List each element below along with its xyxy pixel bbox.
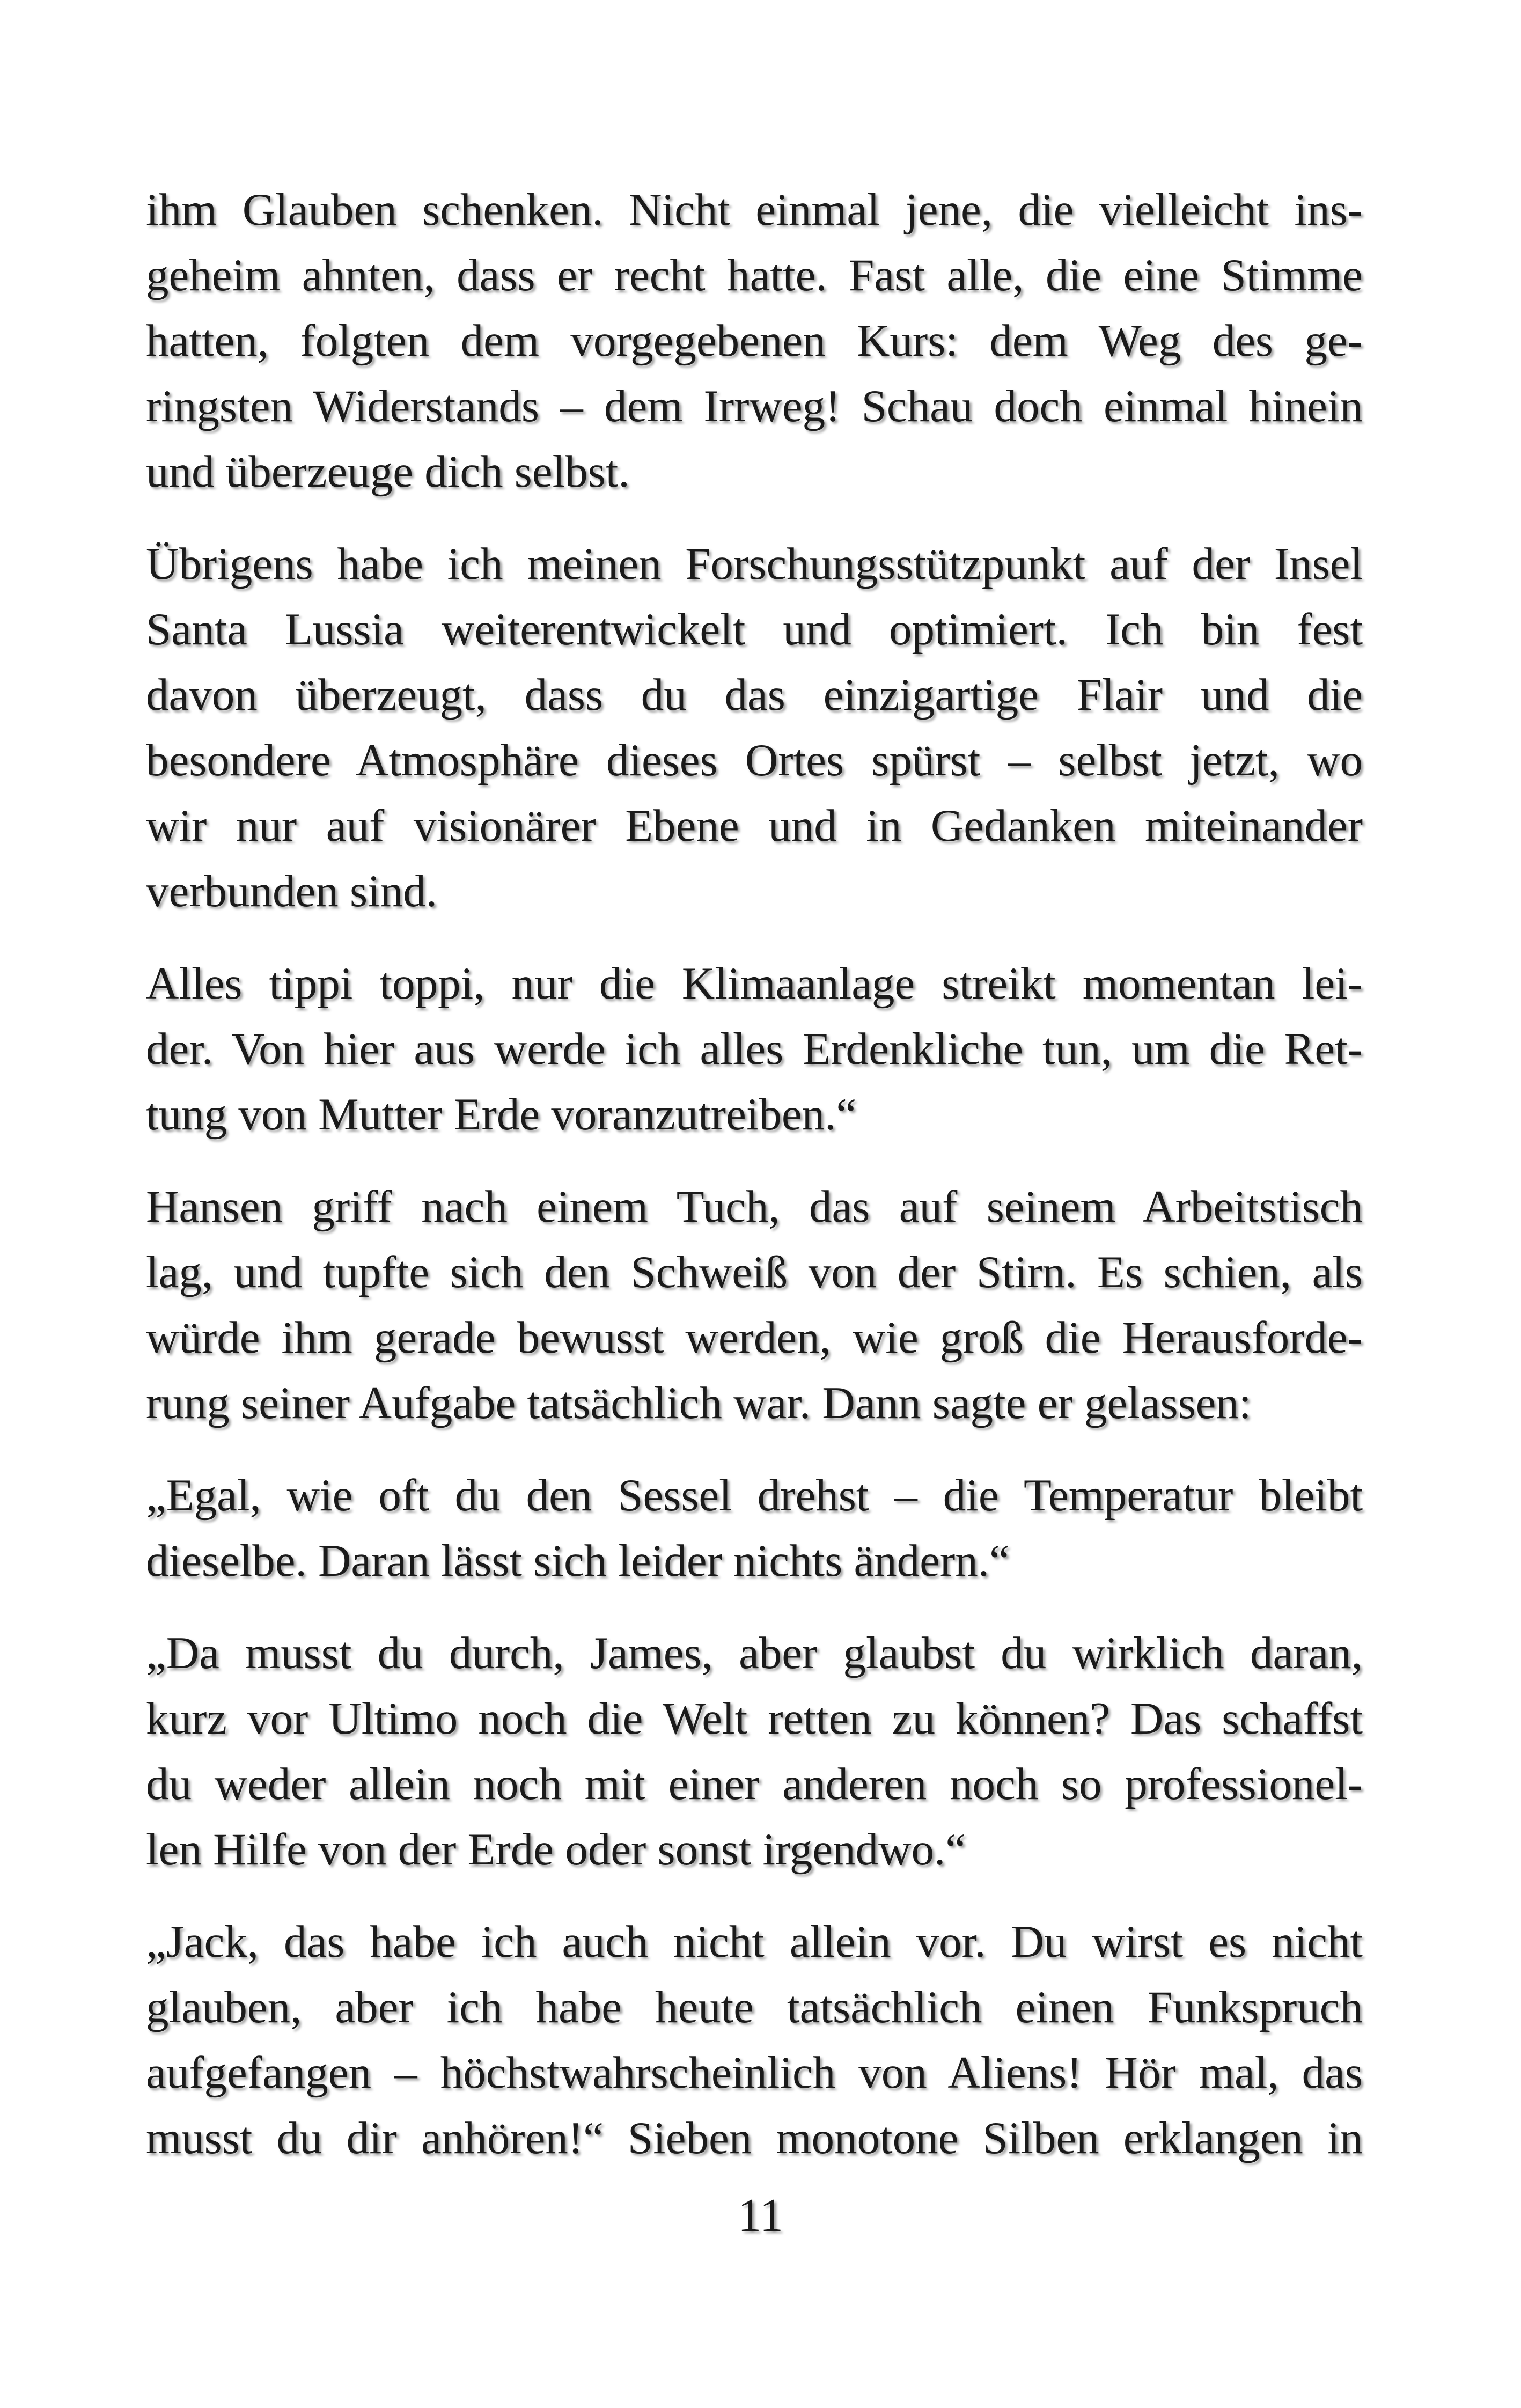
paragraph (146, 1174, 1363, 1436)
text-line: wir nur auf visionärer Ebene und in Gedanken miteinander (146, 801, 1363, 851)
text-line: ihm Glauben schenken. Nicht einmal jene, die vielleicht ins- (146, 185, 1363, 235)
paragraph (146, 1463, 1363, 1594)
body-text (146, 177, 1363, 2198)
text-line: du weder allein noch mit einer anderen noch so professionel- (146, 1759, 1363, 1809)
text-line: len Hilfe von der Erde oder sonst irgendwo.“ (146, 1824, 966, 1875)
paragraph (146, 951, 1363, 1147)
text-line: Santa Lussia weiterentwickelt und optimiert. Ich bin fest (146, 604, 1363, 655)
text-line: würde ihm gerade bewusst werden, wie groß die Herausforde- (146, 1312, 1363, 1363)
text-line: Übrigens habe ich meinen Forschungsstützpunkt auf der Insel (146, 539, 1363, 589)
text-line: tung von Mutter Erde voranzutreiben.“ (146, 1089, 857, 1140)
text-line: besondere Atmosphäre dieses Ortes spürst – selbst jetzt, wo (146, 735, 1363, 785)
text-line: hatten, folgten dem vorgegebenen Kurs: dem Weg des ge- (146, 315, 1363, 366)
text-line: lag, und tupfte sich den Schweiß von der Stirn. Es schien, als (146, 1247, 1363, 1297)
text-line: dieselbe. Daran lässt sich leider nichts ändern.“ (146, 1536, 1010, 1586)
paragraph (146, 177, 1363, 504)
text-line: verbunden sind. (146, 866, 437, 916)
paragraph (146, 1620, 1363, 1882)
text-line: davon überzeugt, dass du das einzigartige Flair und die (146, 670, 1363, 720)
text-line: musst du dir anhören!“ Sieben monotone Silben erklangen in (146, 2113, 1363, 2163)
text-line: „Jack, das habe ich auch nicht allein vor. Du wirst es nicht (146, 1917, 1363, 1967)
paragraph (146, 531, 1363, 924)
text-line: der. Von hier aus werde ich alles Erdenkliche tun, um die Ret- (146, 1024, 1363, 1074)
text-line: Alles tippi toppi, nur die Klimaanlage streikt momentan lei- (146, 958, 1363, 1009)
paragraph (146, 1909, 1363, 2171)
text-line: Hansen griff nach einem Tuch, das auf seinem Arbeitstisch (146, 1181, 1363, 1232)
text-line: und überzeuge dich selbst. (146, 446, 630, 497)
text-line: aufgefangen – höchstwahrscheinlich von Aliens! Hör mal, das (146, 2047, 1363, 2098)
text-line: kurz vor Ultimo noch die Welt retten zu können? Das schaffst (146, 1693, 1363, 1744)
text-line: ringsten Widerstands – dem Irrweg! Schau doch einmal hinein (146, 381, 1363, 431)
text-line: rung seiner Aufgabe tatsächlich war. Dann sagte er gelassen: (146, 1378, 1252, 1428)
page-number: 11 (738, 2190, 783, 2242)
text-line: glauben, aber ich habe heute tatsächlich einen Funkspruch (146, 1982, 1363, 2032)
text-line: geheim ahnten, dass er recht hatte. Fast alle, die eine Stimme (146, 250, 1363, 300)
text-line: „Da musst du durch, James, aber glaubst du wirklich daran, (146, 1628, 1363, 1678)
text-line: „Egal, wie oft du den Sessel drehst – die Temperatur bleibt (146, 1470, 1363, 1521)
